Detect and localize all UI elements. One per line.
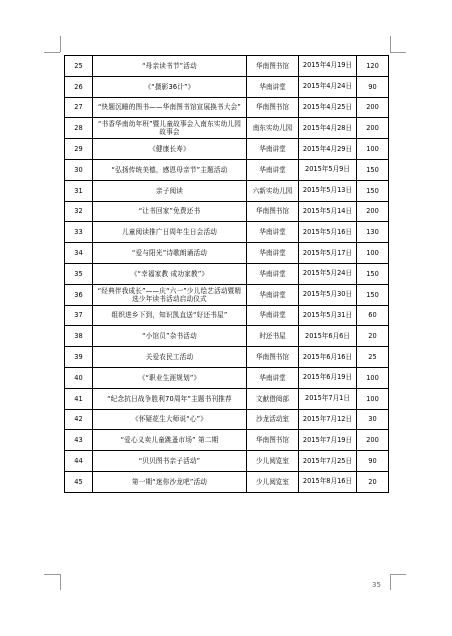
activity-table-body bbox=[65, 56, 389, 493]
table-row bbox=[65, 409, 389, 430]
venue-cell: 华南讲堂 bbox=[247, 76, 299, 97]
date-cell: 2015年4月29日 bbox=[299, 139, 357, 160]
row-number-cell: 36 bbox=[65, 284, 93, 305]
date-cell: 2015年5月17日 bbox=[299, 243, 357, 264]
row-number-cell: 43 bbox=[65, 430, 93, 451]
date-cell: 2015年4月19日 bbox=[299, 56, 357, 77]
activity-table bbox=[64, 55, 389, 493]
row-number-cell: 41 bbox=[65, 388, 93, 409]
venue-cell: 少儿阅览室 bbox=[247, 451, 299, 472]
activity-name-cell: 关爱农民工活动 bbox=[93, 347, 247, 368]
date-cell: 2015年5月30日 bbox=[299, 284, 357, 305]
crop-mark bbox=[60, 574, 61, 590]
date-cell: 2015年6月19日 bbox=[299, 367, 357, 388]
venue-cell: 华南讲堂 bbox=[247, 222, 299, 243]
attendance-count-cell: 200 bbox=[357, 430, 389, 451]
venue-cell: 华南讲堂 bbox=[247, 263, 299, 284]
attendance-count-cell: 100 bbox=[357, 388, 389, 409]
row-number-cell: 45 bbox=[65, 471, 93, 492]
date-cell: 2015年7月25日 bbox=[299, 451, 357, 472]
row-number-cell: 29 bbox=[65, 139, 93, 160]
activity-name-cell: “书香华南幼年班”暨儿童故事会入南东实幼儿园故事会 bbox=[93, 118, 247, 139]
attendance-count-cell: 100 bbox=[357, 367, 389, 388]
table-row bbox=[65, 118, 389, 139]
date-cell: 2015年5月24日 bbox=[299, 263, 357, 284]
table-row bbox=[65, 347, 389, 368]
row-number-cell: 25 bbox=[65, 56, 93, 77]
date-cell: 2015年4月28日 bbox=[299, 118, 357, 139]
table-row bbox=[65, 76, 389, 97]
activity-name-cell: 儿童阅读推广日周年生日会活动 bbox=[93, 222, 247, 243]
attendance-count-cell: 200 bbox=[357, 97, 389, 118]
table-row bbox=[65, 305, 389, 326]
attendance-count-cell: 60 bbox=[357, 305, 389, 326]
row-number-cell: 34 bbox=[65, 243, 93, 264]
venue-cell: 华南讲堂 bbox=[247, 305, 299, 326]
row-number-cell: 28 bbox=[65, 118, 93, 139]
table-row bbox=[65, 388, 389, 409]
attendance-count-cell: 90 bbox=[357, 451, 389, 472]
attendance-count-cell: 130 bbox=[357, 222, 389, 243]
attendance-count-cell: 20 bbox=[357, 471, 389, 492]
crop-mark bbox=[390, 52, 406, 53]
row-number-cell: 40 bbox=[65, 367, 93, 388]
attendance-count-cell: 25 bbox=[357, 347, 389, 368]
activity-name-cell: “母亲读书节”活动 bbox=[93, 56, 247, 77]
row-number-cell: 32 bbox=[65, 201, 93, 222]
attendance-count-cell: 200 bbox=[357, 118, 389, 139]
attendance-count-cell: 30 bbox=[357, 409, 389, 430]
venue-cell: 华南讲堂 bbox=[247, 159, 299, 180]
date-cell: 2015年5月13日 bbox=[299, 180, 357, 201]
table-row bbox=[65, 243, 389, 264]
page-number: 35 bbox=[372, 581, 381, 589]
attendance-count-cell: 100 bbox=[357, 243, 389, 264]
date-cell: 2015年5月9日 bbox=[299, 159, 357, 180]
activity-name-cell: “小馆员”杂书活动 bbox=[93, 326, 247, 347]
date-cell: 2015年6月16日 bbox=[299, 347, 357, 368]
activity-name-cell: “快题沉睡的图书——华南图书馆宣展换书大会” bbox=[93, 97, 247, 118]
venue-cell: 华南图书馆 bbox=[247, 347, 299, 368]
attendance-count-cell: 200 bbox=[357, 201, 389, 222]
activity-name-cell: 第一期“迷你沙龙吧”活动 bbox=[93, 471, 247, 492]
crop-mark bbox=[44, 52, 60, 53]
row-number-cell: 35 bbox=[65, 263, 93, 284]
activity-name-cell: 亲子阅读 bbox=[93, 180, 247, 201]
activity-name-cell: 《“摄影36计”》 bbox=[93, 76, 247, 97]
table-row bbox=[65, 430, 389, 451]
table-row bbox=[65, 263, 389, 284]
table-row bbox=[65, 97, 389, 118]
row-number-cell: 27 bbox=[65, 97, 93, 118]
row-number-cell: 37 bbox=[65, 305, 93, 326]
venue-cell: 华南图书馆 bbox=[247, 430, 299, 451]
activity-name-cell: 《“职业生涯规划”》 bbox=[93, 367, 247, 388]
date-cell: 2015年5月16日 bbox=[299, 222, 357, 243]
date-cell: 2015年8月16日 bbox=[299, 471, 357, 492]
table-row bbox=[65, 471, 389, 492]
row-number-cell: 31 bbox=[65, 180, 93, 201]
venue-cell: 南东实幼儿园 bbox=[247, 118, 299, 139]
row-number-cell: 42 bbox=[65, 409, 93, 430]
row-number-cell: 30 bbox=[65, 159, 93, 180]
crop-mark bbox=[390, 574, 406, 575]
table-row bbox=[65, 326, 389, 347]
attendance-count-cell: 120 bbox=[357, 56, 389, 77]
crop-mark bbox=[60, 36, 61, 52]
table-row bbox=[65, 222, 389, 243]
date-cell: 2015年7月12日 bbox=[299, 409, 357, 430]
activity-name-cell: 《健康长寿》 bbox=[93, 139, 247, 160]
table-row bbox=[65, 451, 389, 472]
table-row bbox=[65, 180, 389, 201]
activity-name-cell: “经典伴我成长”——庆“六一”少儿绘艺活动暨精选少年读书活动启动仪式 bbox=[93, 284, 247, 305]
row-number-cell: 39 bbox=[65, 347, 93, 368]
attendance-count-cell: 90 bbox=[357, 76, 389, 97]
table-row bbox=[65, 139, 389, 160]
row-number-cell: 44 bbox=[65, 451, 93, 472]
crop-mark bbox=[390, 36, 391, 52]
venue-cell: 少儿阅览室 bbox=[247, 471, 299, 492]
table-row bbox=[65, 284, 389, 305]
crop-mark bbox=[44, 574, 60, 575]
row-number-cell: 33 bbox=[65, 222, 93, 243]
venue-cell: 文献借阅部 bbox=[247, 388, 299, 409]
row-number-cell: 38 bbox=[65, 326, 93, 347]
venue-cell: 华南讲堂 bbox=[247, 139, 299, 160]
date-cell: 2015年6月6日 bbox=[299, 326, 357, 347]
venue-cell: 时还书屋 bbox=[247, 326, 299, 347]
date-cell: 2015年5月31日 bbox=[299, 305, 357, 326]
activity-name-cell: 《怀疑花生大师说“心”》 bbox=[93, 409, 247, 430]
attendance-count-cell: 150 bbox=[357, 159, 389, 180]
activity-name-cell: 《“幸福家教 成功家教”》 bbox=[93, 263, 247, 284]
venue-cell: 华南讲堂 bbox=[247, 284, 299, 305]
venue-cell: 六新实幼儿园 bbox=[247, 180, 299, 201]
activity-name-cell: “让书回家”免费还书 bbox=[93, 201, 247, 222]
venue-cell: 沙龙活动室 bbox=[247, 409, 299, 430]
venue-cell: 华南图书馆 bbox=[247, 201, 299, 222]
activity-name-cell: “爱与阳光”诗歌朗诵活动 bbox=[93, 243, 247, 264]
attendance-count-cell: 150 bbox=[357, 263, 389, 284]
activity-name-cell: 组织进乡下到，知识凯直送“好还书屋” bbox=[93, 305, 247, 326]
date-cell: 2015年4月25日 bbox=[299, 97, 357, 118]
attendance-count-cell: 20 bbox=[357, 326, 389, 347]
activity-name-cell: “爱心义卖儿童跳蚤市场” 第二期 bbox=[93, 430, 247, 451]
venue-cell: 华南讲堂 bbox=[247, 243, 299, 264]
date-cell: 2015年4月24日 bbox=[299, 76, 357, 97]
venue-cell: 华南图书馆 bbox=[247, 97, 299, 118]
attendance-count-cell: 100 bbox=[357, 139, 389, 160]
activity-name-cell: “纪念抗日战争胜利70周年”主题书刊推荐 bbox=[93, 388, 247, 409]
venue-cell: 华南图书馆 bbox=[247, 56, 299, 77]
date-cell: 2015年7月19日 bbox=[299, 430, 357, 451]
table-row bbox=[65, 201, 389, 222]
activity-name-cell: “弘扬传统美德，感恩母亲节”主题活动 bbox=[93, 159, 247, 180]
date-cell: 2015年7月1日 bbox=[299, 388, 357, 409]
table-row bbox=[65, 159, 389, 180]
row-number-cell: 26 bbox=[65, 76, 93, 97]
table-row bbox=[65, 56, 389, 77]
venue-cell: 华南讲堂 bbox=[247, 367, 299, 388]
attendance-count-cell: 150 bbox=[357, 180, 389, 201]
activity-name-cell: “贝贝图书亲子活动” bbox=[93, 451, 247, 472]
crop-mark bbox=[390, 574, 391, 590]
date-cell: 2015年5月14日 bbox=[299, 201, 357, 222]
table-row bbox=[65, 367, 389, 388]
attendance-count-cell: 150 bbox=[357, 284, 389, 305]
